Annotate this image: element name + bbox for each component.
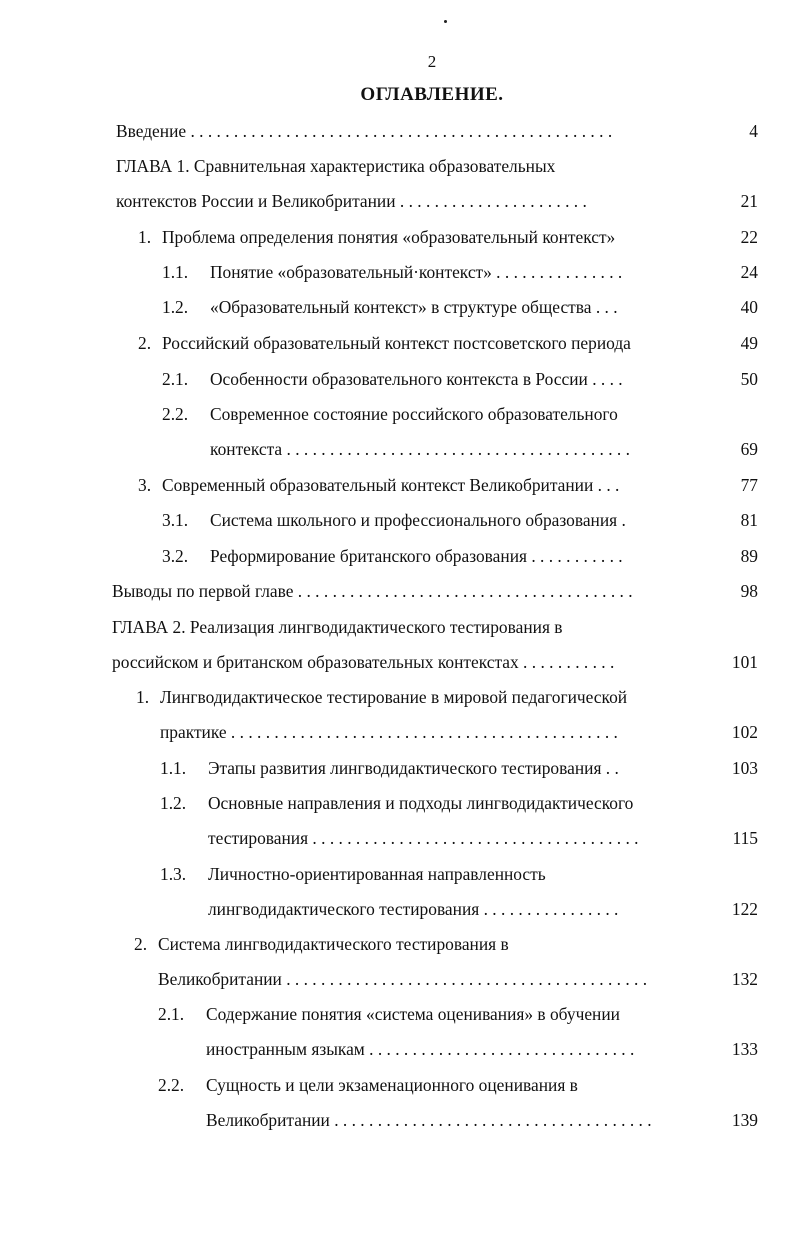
- toc-section-number: 1.2.: [162, 297, 189, 317]
- toc-section-number: 3.1.: [162, 510, 189, 530]
- toc-entry-text: контекстов России и Великобритании . . . . . . . . . . . . . . . . . . . . . .: [116, 191, 587, 211]
- toc-entry-text: Основные направления и подходы лингводидактического: [208, 793, 634, 813]
- toc-entry-text: Современное состояние российского образовательного: [210, 404, 618, 424]
- toc-page-number: 139: [731, 1110, 758, 1130]
- scan-speck: [444, 20, 447, 23]
- toc-entry-text: иностранным языкам . . . . . . . . . . . . . . . . . . . . . . . . . . . . . . .: [206, 1039, 635, 1059]
- toc-section-number: 3.2.: [162, 546, 189, 566]
- toc-page-number: 101: [731, 652, 758, 672]
- toc-subsection[interactable]: [162, 366, 623, 392]
- toc-entry-text: Особенности образовательного контекста в России . . . .: [210, 369, 623, 389]
- toc-section-number: 2.: [134, 934, 148, 954]
- toc-page-number: 98: [740, 581, 758, 601]
- toc-entry-text: Сущность и цели экзаменационного оценивания в: [206, 1075, 578, 1095]
- toc-entry-text: Этапы развития лингводидактического тестирования . .: [208, 758, 619, 778]
- toc-section-number: 1.1.: [162, 262, 189, 282]
- toc-page-number: 4: [749, 121, 758, 141]
- toc-page-number: 49: [740, 333, 758, 353]
- toc-section-number: 2.1.: [162, 369, 189, 389]
- toc-subsection-cont[interactable]: [208, 825, 639, 851]
- toc-page-number: 89: [740, 546, 758, 566]
- toc-entry-introduction[interactable]: [116, 118, 612, 144]
- toc-section-number: 1.: [138, 227, 152, 247]
- toc-entry-text: практике . . . . . . . . . . . . . . . . . . . . . . . . . . . . . . . . . . . . . . . . . . . . .: [160, 722, 618, 742]
- toc-entry-text: тестирования . . . . . . . . . . . . . . . . . . . . . . . . . . . . . . . . . . . . . .: [208, 828, 639, 848]
- toc-page-number: 115: [732, 828, 758, 848]
- toc-subsection[interactable]: [158, 1001, 620, 1027]
- toc-subsection[interactable]: [162, 401, 618, 427]
- toc-entry-text: «Образовательный контекст» в структуре общества . . .: [210, 297, 618, 317]
- toc-entry-text: ГЛАВА 1. Сравнительная характеристика образовательных: [116, 156, 556, 176]
- toc-section-number: 3.: [138, 475, 152, 495]
- toc-page-number: 50: [740, 369, 758, 389]
- toc-subsection[interactable]: [162, 259, 622, 285]
- toc-section-number: 2.1.: [158, 1004, 185, 1024]
- toc-page-number: 122: [731, 899, 758, 919]
- toc-subsection-cont[interactable]: [210, 436, 630, 462]
- toc-page-number: 22: [740, 227, 758, 247]
- toc-subsection[interactable]: [162, 507, 626, 533]
- toc-section[interactable]: [138, 330, 631, 356]
- toc-entry-text: Введение . . . . . . . . . . . . . . . . . . . . . . . . . . . . . . . . . . . . . . . . . . . . . . . . .: [116, 121, 613, 141]
- toc-entry-text: Содержание понятия «система оценивания» в обучении: [206, 1004, 620, 1024]
- toc-page-number: 81: [740, 510, 758, 530]
- toc-chapter-heading[interactable]: [116, 153, 555, 179]
- toc-entry-text: контекста . . . . . . . . . . . . . . . . . . . . . . . . . . . . . . . . . . . . . . . .: [210, 439, 630, 459]
- toc-entry-text: лингводидактического тестирования . . . . . . . . . . . . . . . .: [208, 899, 619, 919]
- toc-entry-text: Проблема определения понятия «образовательный контекст»: [162, 227, 616, 247]
- toc-section-number: 2.: [138, 333, 152, 353]
- toc-page-number: 133: [731, 1039, 758, 1059]
- toc-page-number: 132: [731, 969, 758, 989]
- toc-section[interactable]: [138, 224, 615, 250]
- toc-entry-text: Личностно-ориентированная направленность: [208, 864, 546, 884]
- toc-subsection[interactable]: [162, 294, 618, 320]
- toc-section-number: 1.1.: [160, 758, 187, 778]
- toc-subsection[interactable]: [160, 861, 546, 887]
- toc-section-number: 2.2.: [162, 404, 189, 424]
- toc-section-number: 2.2.: [158, 1075, 185, 1095]
- toc-subsection[interactable]: [160, 790, 633, 816]
- toc-section-cont[interactable]: [158, 966, 647, 992]
- toc-entry-text: Великобритании . . . . . . . . . . . . . . . . . . . . . . . . . . . . . . . . . . . . . . . . . .: [158, 969, 648, 989]
- toc-entry-text: Система лингводидактического тестирования в: [158, 934, 509, 954]
- toc-entry-text: Лингводидактическое тестирование в мировой педагогической: [160, 687, 628, 707]
- toc-page-number: 77: [740, 475, 758, 495]
- toc-chapter-heading-cont[interactable]: [116, 188, 587, 214]
- toc-entry-text: ГЛАВА 2. Реализация лингводидактического тестирования в: [112, 617, 563, 637]
- toc-entry-text: Современный образовательный контекст Великобритании . . .: [162, 475, 620, 495]
- toc-section[interactable]: [136, 684, 627, 710]
- toc-section-number: 1.3.: [160, 864, 187, 884]
- toc-subsection-cont[interactable]: [208, 896, 618, 922]
- toc-entry-text: Выводы по первой главе . . . . . . . . . . . . . . . . . . . . . . . . . . . . . . . . . . . . . . .: [112, 581, 633, 601]
- toc-subsection[interactable]: [160, 755, 619, 781]
- toc-section-number: 1.2.: [160, 793, 187, 813]
- toc-page-number: 102: [731, 722, 758, 742]
- toc-section[interactable]: [138, 472, 619, 498]
- toc-subsection-cont[interactable]: [206, 1036, 634, 1062]
- toc-entry-conclusions[interactable]: [112, 578, 633, 604]
- toc-subsection[interactable]: [158, 1072, 578, 1098]
- toc-subsection[interactable]: [162, 543, 623, 569]
- toc-entry-text: российском и британском образовательных контекстах . . . . . . . . . . .: [112, 652, 615, 672]
- page-title: ОГЛАВЛЕНИЕ.: [360, 84, 504, 105]
- toc-page-number: 103: [731, 758, 758, 778]
- toc-page-number: 21: [740, 191, 758, 211]
- toc-section[interactable]: [134, 931, 509, 957]
- page-number: 2: [427, 52, 437, 71]
- toc-entry-text: Великобритании . . . . . . . . . . . . . . . . . . . . . . . . . . . . . . . . . . . . .: [206, 1110, 652, 1130]
- toc-section-number: 1.: [136, 687, 150, 707]
- toc-subsection-cont[interactable]: [206, 1107, 652, 1133]
- toc-page-number: 69: [740, 439, 758, 459]
- toc-entry-text: Система школьного и профессионального образования .: [210, 510, 626, 530]
- toc-page-number: 40: [740, 297, 758, 317]
- toc-entry-text: Реформирование британского образования . . . . . . . . . . .: [210, 546, 623, 566]
- toc-chapter-heading-cont[interactable]: [112, 649, 614, 675]
- toc-entry-text: Российский образовательный контекст постсоветского периода: [162, 333, 631, 353]
- toc-section-cont[interactable]: [160, 719, 618, 745]
- toc-entry-text: Понятие «образовательный·контекст» . . . . . . . . . . . . . . .: [210, 262, 623, 282]
- toc-page-number: 24: [740, 262, 758, 282]
- toc-chapter-heading[interactable]: [112, 614, 563, 640]
